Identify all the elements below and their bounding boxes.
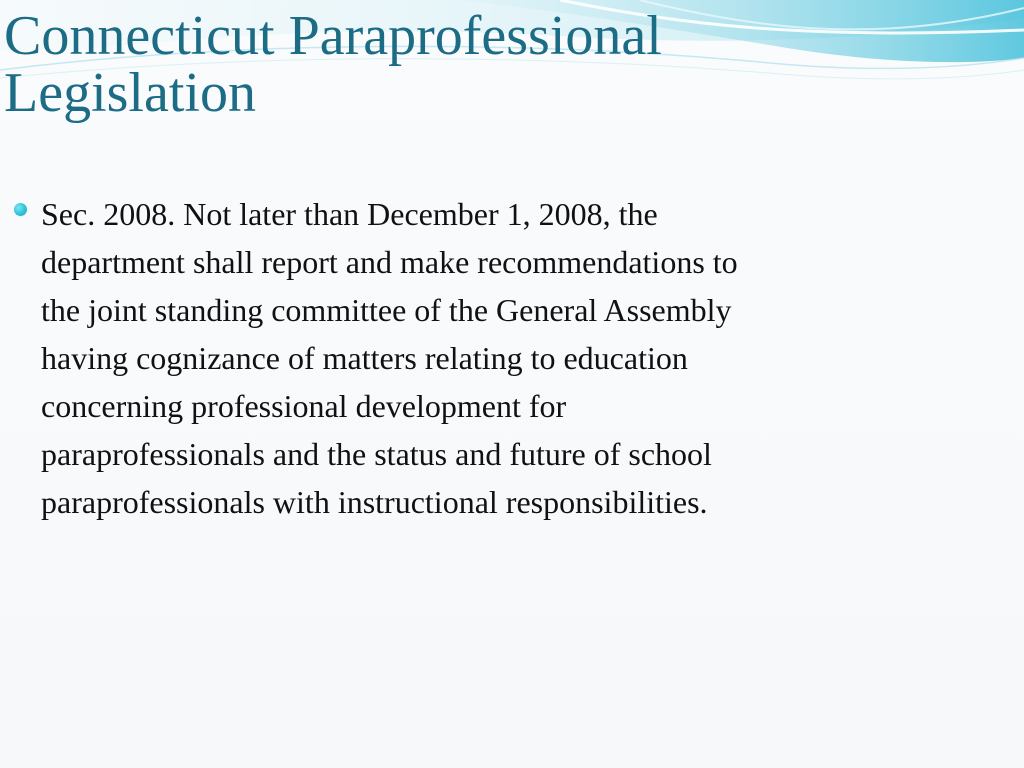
bullet-dot-icon	[14, 203, 27, 216]
bullet-text	[41, 190, 914, 526]
bullet-text-line: Sec. 2008. Not later than December 1, 2008, the	[41, 196, 658, 232]
bullet-text-line: having cognizance of matters relating to education	[41, 340, 688, 376]
bullet-text-line: paraprofessionals and the status and future of school	[41, 436, 712, 472]
slide-title-line-2: Legislation	[4, 62, 256, 124]
bullet-text-line: the joint standing committee of the General Assembly	[41, 292, 732, 328]
slide-title	[4, 5, 1004, 124]
slide-body	[14, 190, 914, 526]
slide-title-line-1: Connecticut Paraprofessional	[4, 5, 662, 67]
bullet-text-line: paraprofessionals with instructional responsibilities.	[41, 484, 708, 520]
bullet-item	[14, 190, 914, 526]
bullet-text-line: department shall report and make recommendations to	[41, 244, 738, 280]
bullet-text-line: concerning professional development for	[41, 388, 567, 424]
